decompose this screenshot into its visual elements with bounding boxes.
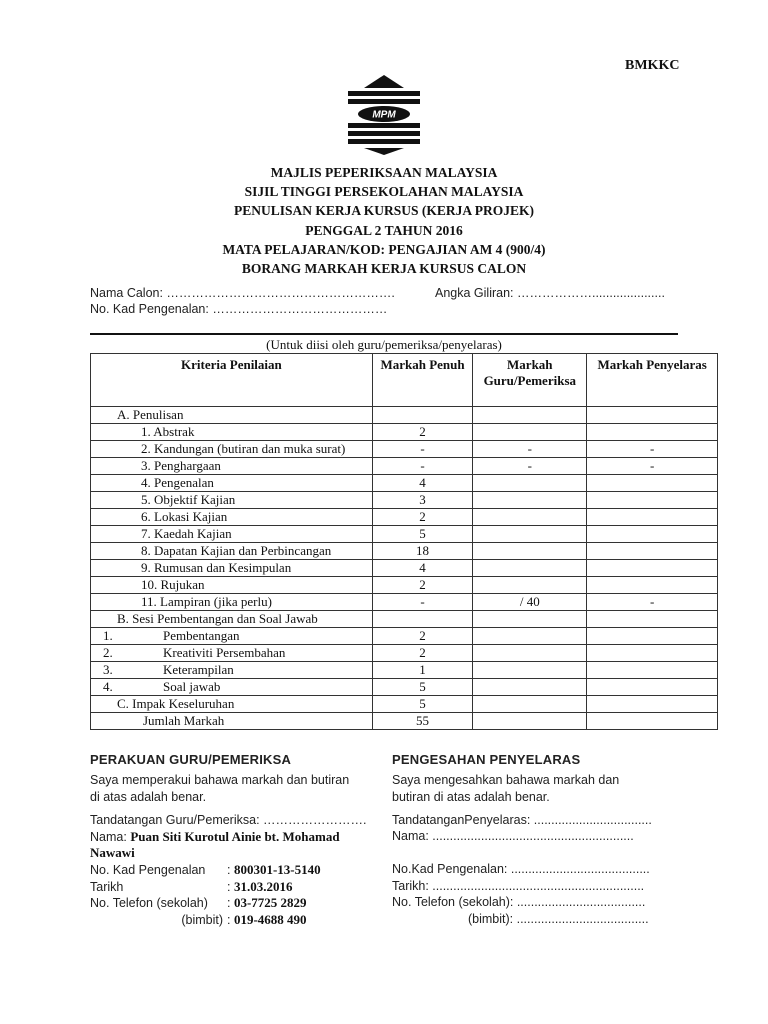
criteria-label: Soal jawab — [163, 679, 221, 694]
full-mark: 4 — [372, 560, 472, 577]
total-row — [91, 713, 718, 730]
teacher-date-row: Tarikh : 31.03.2016 — [90, 879, 293, 894]
table-row — [91, 492, 718, 509]
criteria-label: 10. Rujukan — [91, 577, 373, 594]
coordinator-mark-cell[interactable] — [587, 662, 718, 679]
coordinator-total-cell[interactable] — [587, 713, 718, 730]
teacher-mobile-row: (bimbit) : 019-4688 490 — [90, 912, 307, 928]
teacher-signature-line[interactable]: Tandatangan Guru/Pemeriksa: ……………………. — [90, 813, 367, 827]
teacher-ic-label: No. Kad Pengenalan — [90, 863, 206, 877]
criteria-label: 5. Objektif Kajian — [91, 492, 373, 509]
header-full-marks: Markah Penuh — [372, 354, 472, 407]
full-mark: 5 — [372, 679, 472, 696]
section-c-label: C. Impak Keseluruhan — [91, 696, 373, 713]
total-full-mark: 55 — [372, 713, 472, 730]
criteria-label: 7. Kaedah Kajian — [91, 526, 373, 543]
table-row — [91, 475, 718, 492]
coordinator-mark-cell[interactable] — [587, 543, 718, 560]
form-titles — [90, 163, 678, 278]
criteria-label: 6. Lokasi Kajian — [91, 509, 373, 526]
criteria-label: Pembentangan — [163, 628, 240, 643]
fill-note: (Untuk diisi oleh guru/pemeriksa/penyelaras) — [266, 337, 502, 352]
coordinator-date-line[interactable]: Tarikh: ............................................................. — [392, 879, 645, 893]
coordinator-mark-cell[interactable] — [587, 611, 718, 628]
table-row — [91, 441, 718, 458]
coordinator-mark-cell[interactable] — [587, 526, 718, 543]
mpm-logo — [345, 75, 423, 155]
full-mark: - — [372, 441, 472, 458]
teacher-mark-cell[interactable] — [473, 560, 587, 577]
teacher-name-row — [90, 829, 350, 861]
candidate-index-line[interactable]: Angka Giliran: ………………..................... — [435, 286, 665, 300]
coordinator-statement: Saya mengesahkan bahawa markah dan butiran di atas adalah benar. — [392, 773, 620, 804]
item-number: 2. — [103, 645, 113, 660]
criteria-label: Kreativiti Persembahan — [163, 645, 286, 660]
header-coordinator-marks: Markah Penyelaras — [587, 354, 718, 407]
table-row — [91, 577, 718, 594]
divider — [90, 333, 678, 335]
coordinator-ic-line[interactable]: No.Kad Pengenalan: ........................................ — [392, 862, 650, 876]
item-number: 3. — [103, 662, 113, 677]
item-number: 1. — [103, 628, 113, 643]
teacher-mark-cell[interactable] — [473, 577, 587, 594]
full-mark: 1 — [372, 662, 472, 679]
criteria-label: 3. Penghargaan — [91, 458, 373, 475]
full-mark: 5 — [372, 696, 472, 713]
table-row — [91, 543, 718, 560]
title-line: SIJIL TINGGI PERSEKOLAHAN MALAYSIA — [244, 184, 524, 200]
table-row — [91, 645, 718, 662]
coordinator-mark-cell[interactable] — [587, 645, 718, 662]
teacher-mark-cell[interactable] — [473, 679, 587, 696]
title-line: PENGGAL 2 TAHUN 2016 — [305, 222, 463, 238]
table-row — [91, 594, 718, 611]
table-row — [91, 628, 718, 645]
teacher-mark-cell[interactable] — [473, 475, 587, 492]
teacher-ic-value: 800301-13-5140 — [233, 862, 321, 877]
coordinator-mobile-line[interactable]: (bimbit): ...................................... — [468, 912, 649, 926]
candidate-name-line[interactable]: Nama Calon: ………………………………………………. — [90, 286, 395, 300]
coordinator-mark-cell[interactable] — [587, 424, 718, 441]
section-a-row — [91, 407, 718, 424]
teacher-mark-cell[interactable] — [473, 662, 587, 679]
coordinator-mark-cell[interactable] — [587, 475, 718, 492]
title-line: MATA PELAJARAN/KOD: PENGAJIAN AM 4 (900/4) — [222, 241, 546, 257]
coordinator-phone-line[interactable]: No. Telefon (sekolah): ..................................... — [392, 895, 646, 909]
teacher-phone-mobile: 019-4688 490 — [233, 912, 307, 927]
coordinator-mark-cell[interactable]: - — [587, 594, 718, 611]
header-criteria: Kriteria Penilaian — [91, 354, 373, 407]
full-mark: - — [372, 458, 472, 475]
teacher-mark-cell[interactable]: - — [473, 441, 587, 458]
teacher-mark-cell[interactable] — [473, 492, 587, 509]
marks-table — [90, 353, 718, 730]
teacher-statement: Saya memperakui bahawa markah dan butiran di atas adalah benar. — [90, 773, 350, 804]
criteria-label: 9. Rumusan dan Kesimpulan — [91, 560, 373, 577]
full-mark: 2 — [372, 577, 472, 594]
criteria-label: 4. Pengenalan — [91, 475, 373, 492]
table-row — [91, 424, 718, 441]
title-line: BORANG MARKAH KERJA KURSUS CALON — [241, 261, 527, 277]
teacher-date-value: 31.03.2016 — [233, 879, 293, 894]
coordinator-mark-cell[interactable] — [587, 492, 718, 509]
teacher-mark-cell[interactable] — [473, 526, 587, 543]
coordinator-mark-cell[interactable] — [587, 560, 718, 577]
coordinator-signature-line[interactable]: TandatanganPenyelaras: .................................. — [392, 813, 652, 827]
criteria-label: 1. Abstrak — [91, 424, 373, 441]
table-row — [91, 458, 718, 475]
teacher-mark-cell[interactable] — [473, 424, 587, 441]
teacher-mark-cell[interactable] — [473, 696, 587, 713]
coordinator-mark-cell[interactable] — [587, 577, 718, 594]
full-mark: 18 — [372, 543, 472, 560]
criteria-label: 2. Kandungan (butiran dan muka surat) — [91, 441, 373, 458]
table-row — [91, 662, 718, 679]
coordinator-section-title: PENGESAHAN PENYELARAS — [392, 752, 581, 767]
full-mark: - — [372, 594, 472, 611]
coordinator-mark-cell[interactable] — [587, 628, 718, 645]
full-mark: 2 — [372, 424, 472, 441]
header-teacher-marks: Markah Guru/Pemeriksa — [473, 354, 587, 407]
full-mark: 2 — [372, 509, 472, 526]
teacher-mark-cell[interactable]: - — [473, 458, 587, 475]
teacher-mobile-label: (bimbit) — [181, 913, 223, 927]
coordinator-mark-cell[interactable]: - — [587, 441, 718, 458]
teacher-mark-cell[interactable] — [473, 645, 587, 662]
full-mark: 5 — [372, 526, 472, 543]
coordinator-mark-cell[interactable] — [587, 696, 718, 713]
logo-text: MPM — [372, 109, 396, 121]
section-b-row — [91, 611, 718, 628]
table-row — [91, 560, 718, 577]
teacher-section-title: PERAKUAN GURU/PEMERIKSA — [90, 752, 292, 767]
teacher-ic-row: No. Kad Pengenalan : 800301-13-5140 — [90, 862, 321, 877]
section-b-label: B. Sesi Pembentangan dan Soal Jawab — [91, 611, 373, 628]
table-row — [91, 526, 718, 543]
coordinator-mark-cell[interactable] — [587, 509, 718, 526]
table-row — [91, 679, 718, 696]
criteria-label: 11. Lampiran (jika perlu) — [91, 594, 373, 611]
item-number: 4. — [103, 679, 113, 694]
criteria-label: Keterampilan — [163, 662, 234, 677]
total-label: Jumlah Markah — [91, 713, 373, 730]
full-mark: 3 — [372, 492, 472, 509]
title-line: MAJLIS PEPERIKSAAN MALAYSIA — [270, 165, 498, 180]
teacher-phone-school: 03-7725 2829 — [233, 895, 307, 910]
table-row — [91, 509, 718, 526]
teacher-date-label: Tarikh — [90, 880, 124, 894]
full-mark: 4 — [372, 475, 472, 492]
section-a-label: A. Penulisan — [91, 407, 373, 424]
teacher-phone-row: No. Telefon (sekolah) : 03-7725 2829 — [90, 895, 307, 910]
teacher-phone-label: No. Telefon (sekolah) — [90, 896, 208, 910]
full-mark: 2 — [372, 628, 472, 645]
teacher-mark-cell[interactable] — [473, 509, 587, 526]
teacher-mark-cell[interactable] — [473, 628, 587, 645]
teacher-mark-cell[interactable]: / 40 — [473, 594, 587, 611]
title-line: PENULISAN KERJA KURSUS (KERJA PROJEK) — [233, 203, 535, 219]
teacher-mark-cell[interactable] — [473, 611, 587, 628]
section-c-row — [91, 696, 718, 713]
full-mark: 2 — [372, 645, 472, 662]
table-header-row — [91, 354, 718, 407]
coordinator-mark-cell[interactable] — [587, 407, 718, 424]
criteria-label: 8. Dapatan Kajian dan Perbincangan — [91, 543, 373, 560]
teacher-name-value: Puan Siti Kurotul Ainie bt. Mohamad Nawawi — [90, 829, 340, 860]
coordinator-mark-cell[interactable] — [587, 679, 718, 696]
coordinator-mark-cell[interactable]: - — [587, 458, 718, 475]
teacher-total-cell[interactable] — [473, 713, 587, 730]
teacher-mark-cell[interactable] — [473, 543, 587, 560]
teacher-name-label: Nama: — [90, 830, 127, 844]
candidate-ic-line[interactable]: No. Kad Pengenalan: …………………………………… — [90, 302, 388, 316]
coordinator-name-line[interactable]: Nama: .......................................................... — [392, 829, 634, 843]
form-code: BMKKC — [625, 58, 680, 73]
teacher-mark-cell[interactable] — [473, 407, 587, 424]
